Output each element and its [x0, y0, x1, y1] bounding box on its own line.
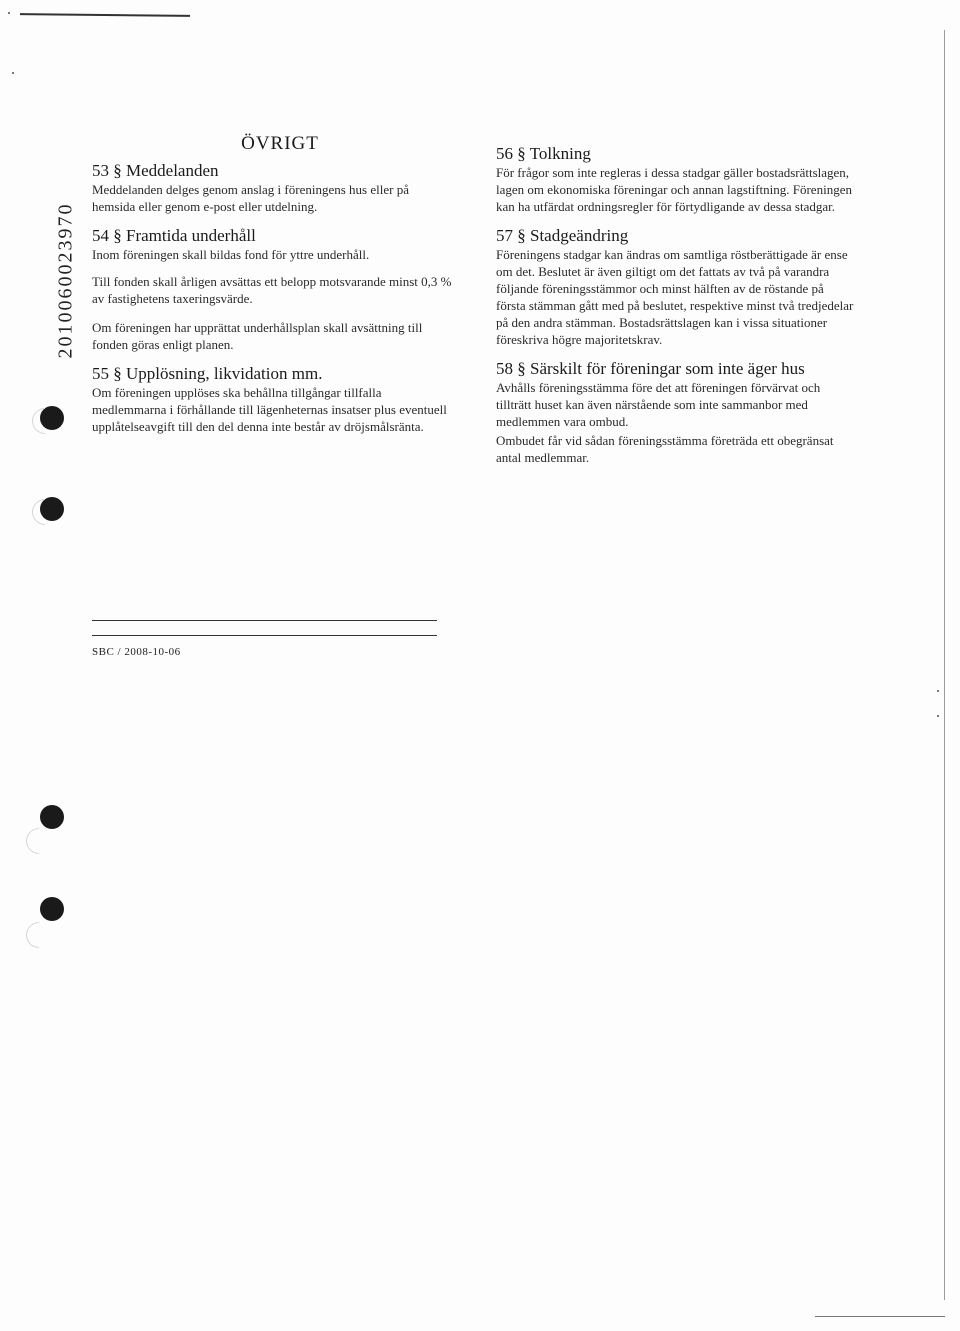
clause-paragraph: För frågor som inte regleras i dessa stadgar gäller bostadsrättslagen, lagen om ekonomiska föreningar och annan lagstiftning. Föreningen kan ha utfärdat ordningsregler för förtydligande av dessa stadgar. [496, 165, 852, 214]
clause-55 [92, 365, 452, 435]
clause-paragraph: Meddelanden delges genom anslag i föreningens hus eller på hemsida eller genom e-post eller utdelning. [92, 182, 409, 214]
clause-title: 58 § Särskilt för föreningar som inte äger hus [496, 359, 805, 378]
scan-edge-top [20, 13, 190, 17]
clause-title: 55 § Upplösning, likvidation mm. [92, 364, 323, 383]
clause-title: 53 § Meddelanden [92, 161, 219, 180]
clause-58 [496, 360, 856, 466]
clause-paragraph: Ombudet får vid sådan föreningsstämma företräda ett obegränsat antal medlemmar. [496, 433, 834, 465]
clause-title: 54 § Framtida underhåll [92, 226, 256, 245]
right-column [496, 145, 856, 478]
footer-rule [92, 635, 437, 636]
punch-hole [40, 805, 64, 829]
clause-paragraph: Föreningens stadgar kan ändras om samtliga röstberättigade är ense om det. Beslutet är även giltigt om det fattats av två på varandra följande föreningsstämmor och minst hälften av de röstande på första stämman gått med på beslutet, respektive minst två tredjedelar på den andra stämman. Bostadsrättslagen kan i vissa situationer föreskriva högre majoritetskrav. [496, 247, 854, 347]
scan-speck [12, 72, 14, 74]
left-column [92, 135, 452, 447]
clause-paragraph: Avhålls föreningsstämma före det att föreningen förvärvat och tillträtt huset kan även närstående som inte sammanbor med medlemmen vara ombud. [496, 380, 821, 429]
clause-57 [496, 227, 856, 348]
clause-53 [92, 162, 452, 215]
footer-rules [92, 620, 437, 636]
scan-speck [8, 12, 10, 14]
scan-speck [937, 715, 939, 717]
punch-hole-shadow [21, 917, 58, 954]
side-document-number [52, 200, 80, 360]
clause-56 [496, 145, 856, 215]
section-heading: ÖVRIGT [241, 133, 319, 154]
scan-edge-right [944, 30, 945, 1300]
footer-rule [92, 620, 437, 621]
clause-title: 57 § Stadgeändring [496, 226, 629, 245]
clause-paragraph: Om föreningen upplöses ska behållna tillgångar tillfalla medlemmarna i förhållande till lägenheternas insatser plus eventuell upplåtelseavgift till den del denna inte består av dröjsmålsränta. [92, 385, 447, 434]
punch-hole [40, 897, 64, 921]
scan-speck [937, 690, 939, 692]
scan-edge-bottom [815, 1316, 945, 1317]
clause-title: 56 § Tolkning [496, 144, 591, 163]
clause-paragraph: Till fonden skall årligen avsättas ett belopp motsvarande minst 0,3 % av fastighetens taxeringsvärde. [92, 274, 452, 306]
clause-54 [92, 227, 452, 353]
side-number-text: 2010060023970 [54, 202, 77, 358]
footer-document-code: SBC / 2008-10-06 [92, 646, 181, 658]
clause-paragraph: Om föreningen har upprättat underhållsplan skall avsättning till fonden göras enligt planen. [92, 320, 423, 352]
clause-paragraph: Inom föreningen skall bildas fond för yttre underhåll. [92, 247, 370, 262]
